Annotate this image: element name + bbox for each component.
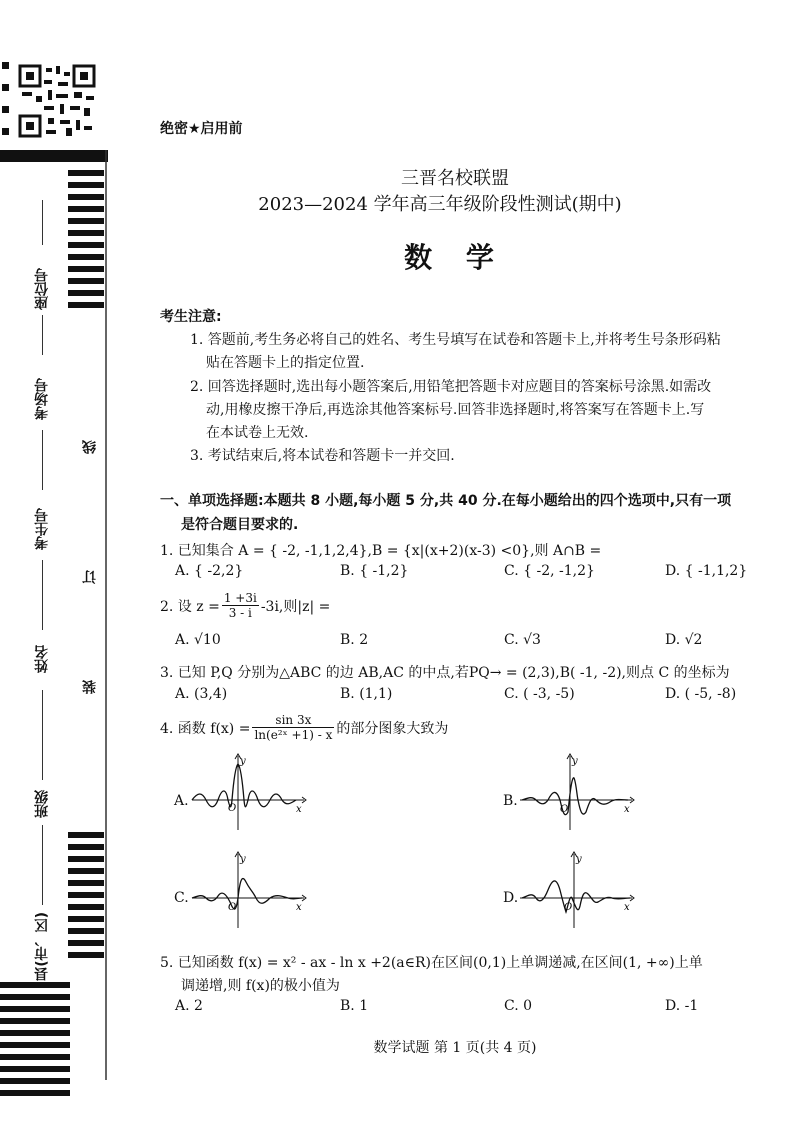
section-1-heading-cont: 是符合题目要求的. bbox=[181, 517, 299, 533]
student-number-label: 考生号 bbox=[34, 508, 50, 550]
notice-line-4: 动,用橡皮擦干净后,再选涂其他答案标号.回答非选择题时,将答案写在答题卡上.写 bbox=[206, 402, 705, 418]
q1-option-a[interactable]: A. { -2,2} bbox=[175, 563, 244, 579]
exam-title: 2023—2024 学年高三年级阶段性测试(期中) bbox=[258, 194, 622, 215]
q1-option-b[interactable]: B. { -1,2} bbox=[340, 563, 409, 579]
q5-option-c[interactable]: C. 0 bbox=[504, 998, 533, 1014]
graph-c-origin: O bbox=[228, 902, 237, 913]
graph-c-y-label: y bbox=[240, 854, 246, 865]
q2-option-b[interactable]: B. 2 bbox=[340, 632, 369, 648]
q5-option-b[interactable]: B. 1 bbox=[340, 998, 369, 1014]
q4-denominator: ln(e²ˣ +1) - x bbox=[254, 728, 333, 742]
question-2-stem bbox=[160, 591, 330, 620]
question-5-line-2: 调递增,则 f(x)的极小值为 bbox=[181, 978, 340, 994]
q2-suffix: -3i,则|z| = bbox=[260, 598, 331, 615]
graph-d-origin: O bbox=[564, 902, 573, 913]
subject-title: 数 学 bbox=[404, 241, 506, 274]
q2-option-d[interactable]: D. √2 bbox=[665, 632, 703, 648]
notice-line-5: 在本试卷上无效. bbox=[206, 425, 309, 441]
class-label: 班级 bbox=[34, 790, 50, 818]
q4-suffix: 的部分图象大致为 bbox=[336, 720, 449, 737]
timing-bars bbox=[0, 150, 110, 1130]
q4-numerator: sin 3x bbox=[252, 713, 334, 728]
q4-option-c[interactable]: C. bbox=[174, 890, 189, 906]
notice-line-6: 3. 考试结束后,将本试卷和答题卡一并交回. bbox=[190, 448, 455, 464]
graph-b-x-label: x bbox=[624, 804, 630, 815]
graph-d-x-label: x bbox=[624, 902, 630, 913]
q4-option-a[interactable]: A. bbox=[174, 793, 189, 809]
question-5-line-1: 5. 已知函数 f(x) = x² - ax - ln x +2(a∈R)在区间(0,1)上单调递减,在区间(1, +∞)上单 bbox=[160, 955, 703, 971]
name-label: 姓名 bbox=[34, 645, 50, 673]
graph-a-origin: O bbox=[228, 803, 237, 814]
confidential-label: 绝密★启用前 bbox=[160, 121, 243, 137]
seat-number-label: 座位号 bbox=[34, 268, 50, 310]
q4-fraction bbox=[252, 713, 334, 742]
q4-prefix: 4. 函数 f(x) = bbox=[160, 720, 251, 737]
graph-c-x-label: x bbox=[296, 902, 302, 913]
q3-option-a[interactable]: A. (3,4) bbox=[175, 686, 228, 702]
cut-mark-ding: 订 bbox=[82, 570, 98, 584]
q2-option-a[interactable]: A. √10 bbox=[175, 632, 221, 648]
graph-b[interactable] bbox=[518, 752, 638, 832]
cut-mark-xian: 线 bbox=[82, 440, 98, 454]
county-label: 县(市、区) bbox=[34, 912, 50, 981]
q3-option-c[interactable]: C. ( -3, -5) bbox=[504, 686, 575, 702]
q2-fraction bbox=[222, 591, 259, 620]
section-1-heading: 一、单项选择题:本题共 8 小题,每小题 5 分,共 40 分.在每小题给出的四个选项中,只有一项 bbox=[160, 493, 732, 509]
notice-line-1: 1. 答题前,考生务必将自己的姓名、考生号填写在试卷和答题卡上,并将考生号条形码粘 bbox=[190, 332, 721, 348]
q5-option-a[interactable]: A. 2 bbox=[175, 998, 203, 1014]
graph-b-origin: O bbox=[560, 804, 569, 815]
question-1-stem: 1. 已知集合 A = { -2, -1,1,2,4},B = {x|(x+2)(x-3) <0},则 A∩B = bbox=[160, 543, 602, 559]
graph-d-y-label: y bbox=[576, 854, 582, 865]
q4-option-b[interactable]: B. bbox=[503, 793, 518, 809]
q2-denominator: 3 - i bbox=[228, 606, 252, 620]
q2-numerator: 1 +3i bbox=[223, 591, 257, 605]
exam-room-label: 考场号 bbox=[34, 378, 50, 420]
graph-a[interactable] bbox=[190, 752, 310, 832]
q1-option-d[interactable]: D. { -1,1,2} bbox=[665, 563, 748, 579]
q2-option-c[interactable]: C. √3 bbox=[504, 632, 541, 648]
question-3-stem: 3. 已知 P,Q 分别为△ABC 的边 AB,AC 的中点,若PQ→ = (2,3),B( -1, -2),则点 C 的坐标为 bbox=[160, 665, 730, 681]
q2-prefix: 2. 设 z = bbox=[160, 598, 220, 615]
notice-line-3: 2. 回答选择题时,选出每小题答案后,用铅笔把答题卡对应题目的答案标号涂黑.如需改 bbox=[190, 379, 712, 395]
graph-b-y-label: y bbox=[572, 756, 578, 767]
q3-option-d[interactable]: D. ( -5, -8) bbox=[665, 686, 737, 702]
notice-title: 考生注意: bbox=[160, 309, 222, 325]
graph-d[interactable] bbox=[518, 850, 638, 930]
notice-line-2: 贴在答题卡上的指定位置. bbox=[206, 355, 365, 371]
q1-option-c[interactable]: C. { -2, -1,2} bbox=[504, 563, 595, 579]
cut-mark-zhuang: 装 bbox=[82, 680, 98, 694]
qr-code-icon bbox=[16, 62, 98, 140]
graph-a-y-label: y bbox=[240, 756, 246, 767]
graph-a-x-label: x bbox=[296, 804, 302, 815]
graph-c[interactable] bbox=[190, 850, 310, 930]
question-4-stem bbox=[160, 713, 448, 742]
league-name: 三晋名校联盟 bbox=[401, 168, 509, 189]
q4-option-d[interactable]: D. bbox=[503, 890, 519, 906]
q5-option-d[interactable]: D. -1 bbox=[665, 998, 699, 1014]
page-footer: 数学试题 第 1 页(共 4 页) bbox=[373, 1040, 537, 1056]
q3-option-b[interactable]: B. (1,1) bbox=[340, 686, 393, 702]
